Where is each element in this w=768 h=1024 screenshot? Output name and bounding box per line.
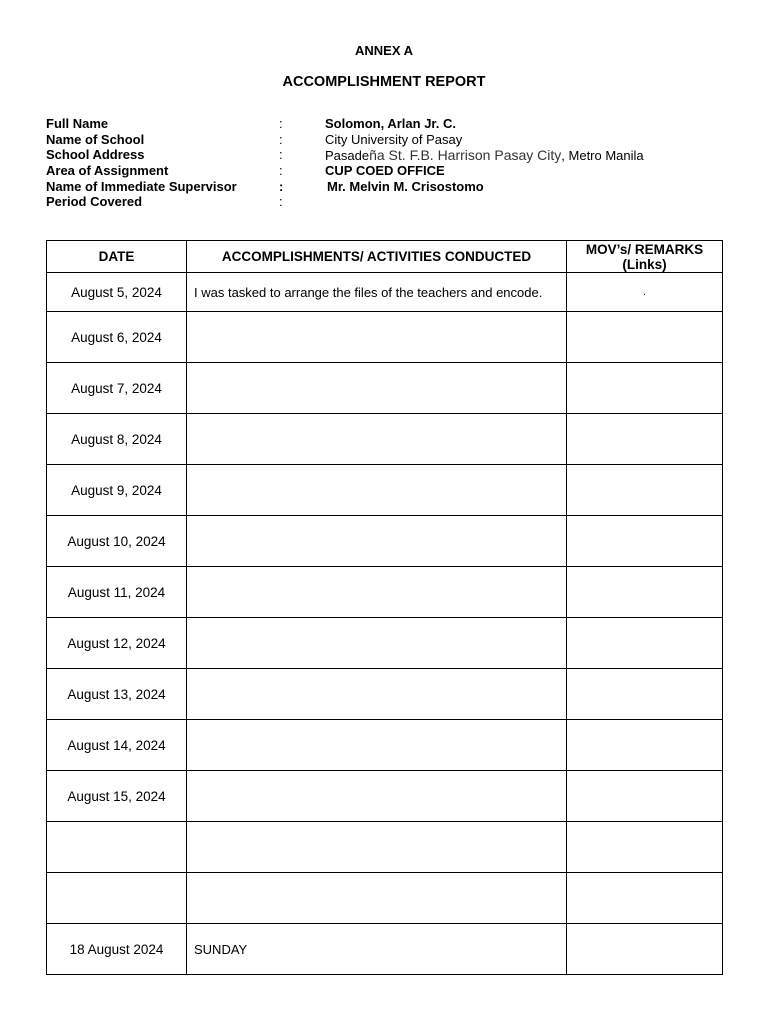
table-row	[47, 363, 723, 414]
info-period	[46, 194, 726, 210]
assignment-colon: :	[279, 163, 283, 178]
address-value-part-2: ña St. F.B. Harrison Pasay City	[369, 147, 562, 163]
activity-cell	[187, 414, 567, 465]
activity-cell: SUNDAY	[187, 924, 567, 975]
activity-cell	[187, 618, 567, 669]
table-row	[47, 273, 723, 312]
date-cell: August 10, 2024	[47, 516, 187, 567]
supervisor-value: Mr. Melvin M. Crisostomo	[327, 178, 484, 194]
activity-cell	[187, 873, 567, 924]
school-colon: :	[279, 131, 283, 147]
school-label: Name of School	[46, 131, 145, 147]
date-cell: August 12, 2024	[47, 618, 187, 669]
info-assignment	[46, 163, 726, 179]
date-cell: August 6, 2024	[47, 312, 187, 363]
date-cell: August 9, 2024	[47, 465, 187, 516]
info-address	[46, 147, 726, 163]
remarks-cell	[567, 822, 723, 873]
remarks-cell	[567, 771, 723, 822]
activity-cell	[187, 822, 567, 873]
address-value-part-1: Pasade	[325, 148, 370, 163]
activity-cell	[187, 771, 567, 822]
supervisor-colon: :	[279, 178, 284, 194]
remarks-cell	[567, 618, 723, 669]
activity-cell	[187, 516, 567, 567]
remarks-cell	[567, 363, 723, 414]
annex-label: ANNEX A	[354, 43, 414, 58]
date-cell: August 14, 2024	[47, 720, 187, 771]
remarks-cell	[567, 873, 723, 924]
table-row	[47, 414, 723, 465]
remarks-cell	[567, 669, 723, 720]
address-label: School Address	[46, 147, 145, 162]
table-row	[47, 567, 723, 618]
period-label: Period Covered	[46, 194, 143, 209]
table-row	[47, 669, 723, 720]
date-column-header: DATE	[47, 241, 187, 273]
table-row	[47, 465, 723, 516]
remarks-column-header: MOV’s/ REMARKS (Links)	[567, 241, 723, 273]
remarks-cell: .	[567, 273, 723, 312]
address-value-part-3: , Metro Manila	[561, 148, 644, 163]
report-title: ACCOMPLISHMENT REPORT	[282, 74, 486, 90]
date-cell	[47, 822, 187, 873]
assignment-label: Area of Assignment	[46, 163, 169, 178]
date-cell: August 13, 2024	[47, 669, 187, 720]
info-section	[46, 116, 726, 210]
remarks-cell	[567, 924, 723, 975]
info-supervisor	[46, 179, 726, 195]
table-row	[47, 312, 723, 363]
date-cell: August 11, 2024	[47, 567, 187, 618]
table-row	[47, 618, 723, 669]
full-name-colon: :	[279, 116, 283, 131]
activity-cell	[187, 363, 567, 414]
full-name-label: Full Name	[46, 116, 109, 131]
period-colon: :	[279, 194, 283, 209]
date-cell	[47, 873, 187, 924]
supervisor-label: Name of Immediate Supervisor	[46, 178, 237, 194]
info-school	[46, 132, 726, 148]
table-row	[47, 771, 723, 822]
table-header-row	[47, 241, 723, 273]
address-colon: :	[279, 147, 283, 162]
remarks-cell	[567, 465, 723, 516]
activity-cell	[187, 465, 567, 516]
assignment-value: CUP COED OFFICE	[325, 163, 445, 178]
date-cell: August 8, 2024	[47, 414, 187, 465]
remarks-cell	[567, 414, 723, 465]
accomplishment-table	[46, 240, 723, 975]
activity-cell	[187, 720, 567, 771]
activity-cell	[187, 312, 567, 363]
remarks-cell	[567, 720, 723, 771]
table-row	[47, 924, 723, 975]
table-row	[47, 516, 723, 567]
table-row	[47, 822, 723, 873]
table-row	[47, 720, 723, 771]
info-full-name	[46, 116, 726, 132]
date-cell: August 7, 2024	[47, 363, 187, 414]
remarks-cell	[567, 516, 723, 567]
table-row	[47, 873, 723, 924]
activities-column-header: ACCOMPLISHMENTS/ ACTIVITIES CONDUCTED	[187, 241, 567, 273]
school-value: City University of Pasay	[325, 131, 463, 147]
remarks-cell	[567, 567, 723, 618]
activity-cell	[187, 669, 567, 720]
activity-cell	[187, 567, 567, 618]
date-cell: August 5, 2024	[47, 273, 187, 312]
full-name-value: Solomon, Arlan Jr. C.	[325, 116, 456, 131]
remarks-cell	[567, 312, 723, 363]
date-cell: 18 August 2024	[47, 924, 187, 975]
date-cell: August 15, 2024	[47, 771, 187, 822]
activity-cell: I was tasked to arrange the files of the teachers and encode.	[187, 273, 567, 312]
address-value	[325, 147, 644, 163]
